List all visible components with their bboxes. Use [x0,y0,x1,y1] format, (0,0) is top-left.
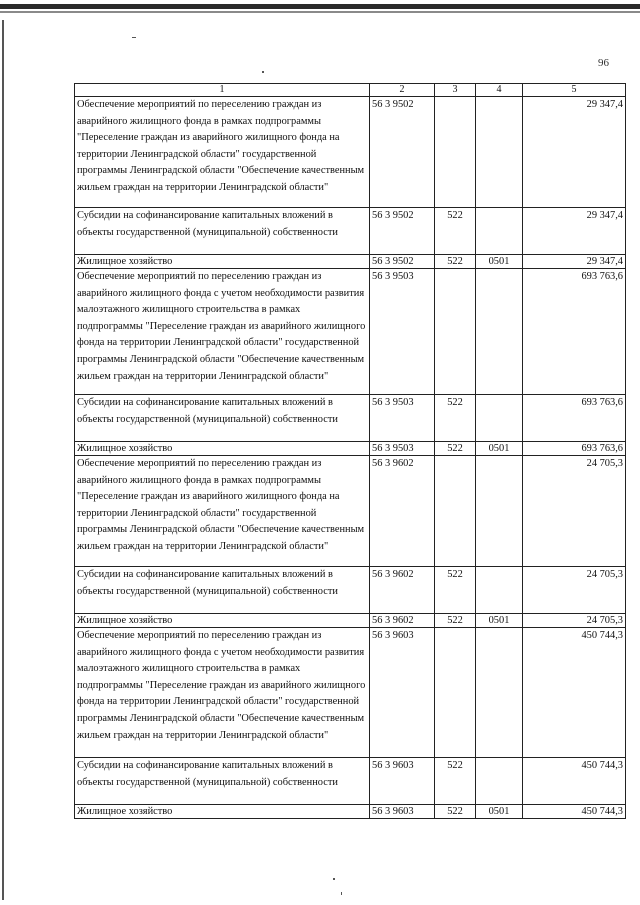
table-row [75,442,626,456]
row-code-cell: 56 3 9503 [370,269,435,395]
row-amount-cell: 29 347,4 [523,208,626,255]
row-name-cell: Обеспечение мероприятий по переселению граждан из аварийного жилищного фонда с учетом необходимости развития малоэтажного жилищного строительства в рамках подпрограммы "Переселение граждан из аварийного жилищного фонда на территории Ленинградской области" государственной программы Ленинградской области "Обеспечение качественным жильем граждан на территории Ленинградской области" [75,628,370,758]
row-vr-cell: 522 [435,805,476,819]
row-section-cell: 0501 [476,614,523,628]
row-code-cell: 56 3 9602 [370,614,435,628]
row-code-cell: 56 3 9502 [370,97,435,208]
row-code-cell: 56 3 9503 [370,395,435,442]
table-row [75,456,626,567]
row-code-cell: 56 3 9603 [370,758,435,805]
row-name-cell: Обеспечение мероприятий по переселению граждан из аварийного жилищного фонда с учетом необходимости развития малоэтажного жилищного строительства в рамках подпрограммы "Переселение граждан из аварийного жилищного фонда на территории Ленинградской области" государственной программы Ленинградской области "Обеспечение качественным жильем граждан на территории Ленинградской области" [75,269,370,395]
scan-speck [262,71,264,73]
scan-speck [333,878,335,880]
row-amount-cell: 24 705,3 [523,456,626,567]
row-code-cell: 56 3 9502 [370,208,435,255]
row-amount-cell: 24 705,3 [523,614,626,628]
scan-speck [132,37,136,38]
table-row [75,97,626,208]
row-section-cell: 0501 [476,442,523,456]
row-amount-cell: 450 744,3 [523,805,626,819]
header-cell-2: 2 [370,84,435,97]
row-amount-cell: 693 763,6 [523,269,626,395]
row-code-cell: 56 3 9602 [370,567,435,614]
row-amount-cell: 450 744,3 [523,758,626,805]
row-name-cell: Субсидии на софинансирование капитальных вложений в объекты государственной (муниципальной) собственности [75,395,370,442]
row-vr-cell: 522 [435,567,476,614]
row-code-cell: 56 3 9502 [370,255,435,269]
row-vr-cell: 522 [435,758,476,805]
row-name-cell: Жилищное хозяйство [75,442,370,456]
table-row [75,395,626,442]
header-cell-4: 4 [476,84,523,97]
row-name-cell: Жилищное хозяйство [75,255,370,269]
row-section-cell [476,758,523,805]
page-number: 96 [598,57,609,69]
row-section-cell: 0501 [476,255,523,269]
row-code-cell: 56 3 9603 [370,628,435,758]
row-amount-cell: 450 744,3 [523,628,626,758]
row-vr-cell: 522 [435,255,476,269]
row-section-cell: 0501 [476,805,523,819]
row-section-cell [476,269,523,395]
row-vr-cell [435,269,476,395]
table-row [75,614,626,628]
row-code-cell: 56 3 9603 [370,805,435,819]
table-row [75,758,626,805]
scan-edge-left [2,20,4,900]
row-vr-cell [435,628,476,758]
row-amount-cell: 693 763,6 [523,442,626,456]
header-row [75,84,626,97]
budget-table [74,83,626,819]
row-section-cell [476,567,523,614]
row-section-cell [476,395,523,442]
table-row [75,255,626,269]
row-section-cell [476,97,523,208]
row-amount-cell: 29 347,4 [523,97,626,208]
scan-edge-top-line [0,11,640,13]
row-amount-cell: 693 763,6 [523,395,626,442]
row-vr-cell [435,456,476,567]
table-row [75,805,626,819]
row-name-cell: Жилищное хозяйство [75,805,370,819]
row-name-cell: Субсидии на софинансирование капитальных вложений в объекты государственной (муниципальной) собственности [75,758,370,805]
row-vr-cell: 522 [435,395,476,442]
row-name-cell: Жилищное хозяйство [75,614,370,628]
table-row [75,269,626,395]
row-vr-cell [435,97,476,208]
table-row [75,628,626,758]
table-row [75,208,626,255]
row-code-cell: 56 3 9503 [370,442,435,456]
scan-speck [341,892,342,895]
header-cell-5: 5 [523,84,626,97]
row-section-cell [476,208,523,255]
row-name-cell: Обеспечение мероприятий по переселению граждан из аварийного жилищного фонда в рамках подпрограммы "Переселение граждан из аварийного жилищного фонда на территории Ленинградской области" государственной программы Ленинградской области "Обеспечение качественным жильем граждан на территории Ленинградской области" [75,97,370,208]
scan-edge-top [0,4,640,9]
row-name-cell: Субсидии на софинансирование капитальных вложений в объекты государственной (муниципальной) собственности [75,208,370,255]
row-amount-cell: 24 705,3 [523,567,626,614]
row-vr-cell: 522 [435,208,476,255]
row-amount-cell: 29 347,4 [523,255,626,269]
row-name-cell: Субсидии на софинансирование капитальных вложений в объекты государственной (муниципальной) собственности [75,567,370,614]
header-cell-1: 1 [75,84,370,97]
header-cell-3: 3 [435,84,476,97]
row-vr-cell: 522 [435,442,476,456]
table-row [75,567,626,614]
row-section-cell [476,456,523,567]
row-vr-cell: 522 [435,614,476,628]
row-section-cell [476,628,523,758]
row-code-cell: 56 3 9602 [370,456,435,567]
row-name-cell: Обеспечение мероприятий по переселению граждан из аварийного жилищного фонда в рамках подпрограммы "Переселение граждан из аварийного жилищного фонда на территории Ленинградской области" государственной программы Ленинградской области "Обеспечение качественным жильем граждан на территории Ленинградской области" [75,456,370,567]
